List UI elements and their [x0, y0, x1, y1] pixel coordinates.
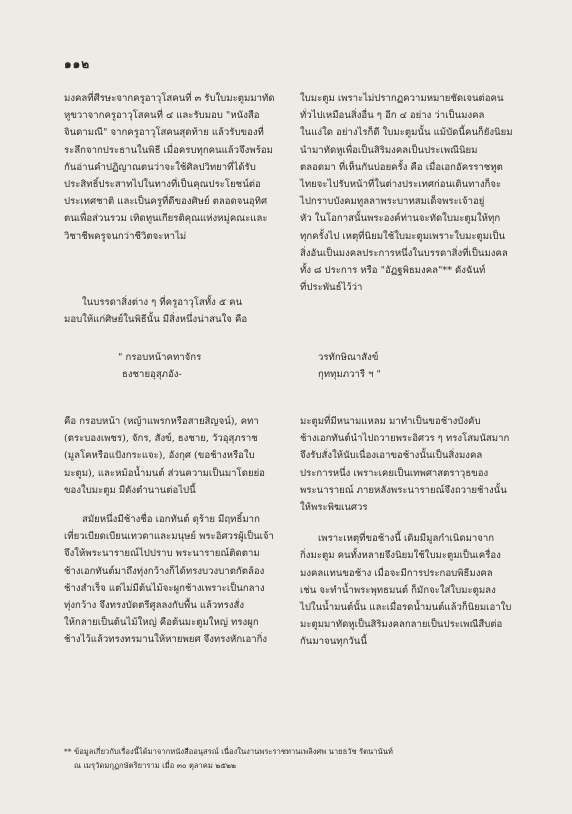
text-line: สิ่งอันเป็นมงคลประการหนึ่งในบรรดาสิ่งที่เป็นมงคล [300, 247, 508, 259]
text-line: ในบรรดาสิ่งต่าง ๆ ที่ครูอาวุโสทั้ง ๕ คน [82, 297, 243, 308]
text-line: ตนเพื่อส่วนรวม เทิดทูนเกียรติคุณแห่งหมู่คณะและ [64, 213, 268, 225]
text-line: มะตูมที่มีหนามแหลม มาทำเป็นขอช้างบังคับ [300, 416, 481, 427]
verse-line: ธงชายอุสุภอัง- [122, 369, 182, 380]
text-line: พระนารายณ์ ภายหลังพระนารายณ์จึงถวายช้างนั้น [300, 484, 507, 496]
text-line: ทุกครั้งไป เหตุที่นิยมใช้ใบมะตูมเพราะใบมะตูมเป็น [300, 230, 506, 242]
right-column-bottom [300, 413, 522, 651]
text-line: ให้กลายเป็นต้นไม้ใหญ่ คือต้นมะตูมใหญ่ ทรงผูก [64, 617, 259, 629]
verse-line: " กรอบหน้าคทาจักร [118, 352, 202, 363]
text-line: (มูลโคหรือแปังกระแจะ), อังกุศ (ขอช้างหรือใบ [64, 450, 255, 462]
text-line: ระลึกจากประธานในพิธี เมื่อครบทุกคนแล้วจึงพร้อม [64, 144, 273, 156]
text-line: กิ่งมะตูม คนทั้งหลายจึงนิยมใช้ใบมะตูมเป็นเครื่อง [300, 550, 501, 562]
text-line: (ตระบองเพชร), จักร, สังข์, ธงชาย, วัวอุสุภราช [64, 433, 258, 445]
footnote [64, 745, 534, 773]
verse-left [118, 349, 288, 383]
verse-right [318, 349, 518, 383]
text-line: ไปกราบบังคมทูลลาพระบาทสมเด็จพระเจ้าอยู่ [300, 196, 485, 208]
text-line: ช้างสำเร็จ แต่ไม่มีต้นไม้จะผูกช้างเพราะเป็นกลาง [64, 582, 265, 594]
text-line: ใบมะตูม เพราะไม่ปรากฏความหมายชัดเจนต่อคน [300, 93, 504, 104]
text-line: มอบให้แก่ศิษย์ในพิธีนั้น มีสิ่งหนึ่งน่าสนใจ คือ [64, 314, 248, 326]
text-line: ตลอดมา ที่เห็นกันบ่อยครั้ง คือ เมื่อเอกอัครราชทูต [300, 161, 503, 173]
text-line: ประเทศชาติ และเป็นครูที่ดีของศิษย์ ตลอดจนอุทิศ [64, 196, 268, 208]
text-line: ทั้ง ๘ ประการ หรือ "อัฏฐพิธมงคล"** ดังฉันท์ [300, 265, 486, 277]
footnote-line: ณ เมรุวัดมกุฏกษัตริยาราม เมื่อ ๓๐ ตุลาคม ๒๕๒๒ [74, 761, 237, 770]
text-line: มงคลแทนขอช้าง เมื่อจะมีการประกอบพิธีมงคล [300, 567, 493, 579]
text-line: จึงให้พระนารายณ์ไปปราบ พระนารายณ์ติดตาม [64, 548, 260, 560]
text-line: ให้พระพิฆเนศวร [300, 502, 368, 514]
text-line: นำมาทัดหูเพื่อเป็นสิริมงคลเป็นประเพณีนิยม [300, 144, 478, 156]
text-line: เช่น จะทำน้ำพระพุทธมนต์ ก็มักจะใส่ใบมะตูมลง [300, 584, 496, 596]
text-line: กันอ่านคำปฏิญาณตนว่าจะใช้ศิลปวิทยาที่ได้รับ [64, 161, 256, 173]
footnote-line: ** ข้อมูลเกี่ยวกับเรื่องนี้ได้มาจากหนังสืออนุสรณ์ เนื่องในงานพระราชทานเพลิงศพ นายธวัช รัตนานันท์ [64, 747, 393, 756]
text-line: เพราะเหตุที่ขอช้างนี้ เดิมมีมูลกำเนิดมาจาก [318, 533, 495, 545]
text-line: ในแง่ใด อย่างไรก็ดี ใบมะตูมนั้น แม้บัดนี้คนก็ยังนิยม [300, 127, 513, 139]
verse-line: วรทักษิณาสังข์ [318, 352, 379, 363]
text-line: ไทยจะไปรับหน้าที่ในต่างประเทศก่อนเดินทางก็จะ [300, 179, 502, 191]
text-line: คือ กรอบหน้า (หญ้าแพรกหรือสายสิญจน์), คทา [64, 416, 259, 427]
text-line: กันมาจนทุกวันนี้ [300, 636, 367, 648]
left-column-bottom [64, 413, 286, 649]
text-line: มะตูมมาทัดหูเป็นสิริมงคลกลายเป็นประเพณีสืบต่อ [300, 619, 503, 631]
text-line: จึงรับสั่งให้นับเนื่องเอาขอช้างนั้นเป็นสิ่งมงคล [300, 450, 483, 462]
text-line: สมัยหนึ่งมีช้างชื่อ เอกทันต์ ดุร้าย มีฤทธิ์มาก [82, 514, 260, 526]
text-line: ทั่วไปเหมือนสิ่งอื่น ๆ อีก ๔ อย่าง ว่าเป็นมงคล [300, 110, 485, 122]
text-line: ช้างเอกทันต์นำไปถวายพระอิศวร ๆ ทรงโสมนัสมาก [300, 433, 510, 445]
text-line: หัว ในโอกาสนั้นพระองค์ท่านจะทัดใบมะตูมให้ทุก [300, 213, 501, 225]
text-line: ไปในน้ำมนต์นั้น และเมื่อรดน้ำมนต์แล้วก็นิยมเอาใบ [300, 602, 512, 614]
text-line: ทุ่งกว้าง จึงทรงบัดตรีศูลลงกับพื้น แล้วทรงสั่ง [64, 600, 245, 612]
text-line: ประสิทธิ์ประสาทไปในทางที่เป็นคุณประโยชน์ต่อ [64, 179, 261, 191]
verse-line: กุททุมภวารี ฯ " [318, 369, 381, 380]
page-number: ๑๑๒ [64, 57, 91, 71]
left-column-top [64, 90, 286, 245]
right-column-top [300, 90, 522, 296]
text-line: จินดามณี" จากครูอาวุโสคนสุดท้าย แล้วรับของที่ [64, 127, 264, 139]
text-line: ช้างไว้แล้วทรงทรมานให้หายพยศ จึงทรงหักเอากิ่ง [64, 634, 268, 646]
text-line: เที่ยวเบียดเบียนเทวดาและมนุษย์ พระอิศวรผู้เป็นเจ้า [64, 531, 274, 543]
text-line: ช้างเอกทันต์มาถึงทุ่งกว้างก็ได้ทรงบวงบาตกัตล้อง [64, 565, 265, 577]
text-line: ประการหนึ่ง เพราะเคยเป็นเทพศาสตราวุธของ [300, 467, 489, 479]
text-line: หูขวาจากครูอาวุโสคนที่ ๔ และรับมอบ "หนังสือ [64, 110, 260, 122]
text-line: วิชาชีพครูจนกว่าชีวิตจะหาไม่ [64, 230, 187, 242]
left-paragraph-2 [64, 294, 286, 328]
text-line: ของใบมะตูม มีดังตำนานต่อไปนี้ [64, 484, 196, 496]
text-line: มะตูม), และหม้อน้ำมนต์ ส่วนความเป็นมาโดยย่อ [64, 467, 265, 479]
text-line: มงคลที่ศีรษะจากครูอาวุโสคนที่ ๓ รับใบมะตูมมาทัด [64, 93, 275, 104]
text-line: ที่ประพันธ์ไว้ว่า [300, 282, 363, 294]
